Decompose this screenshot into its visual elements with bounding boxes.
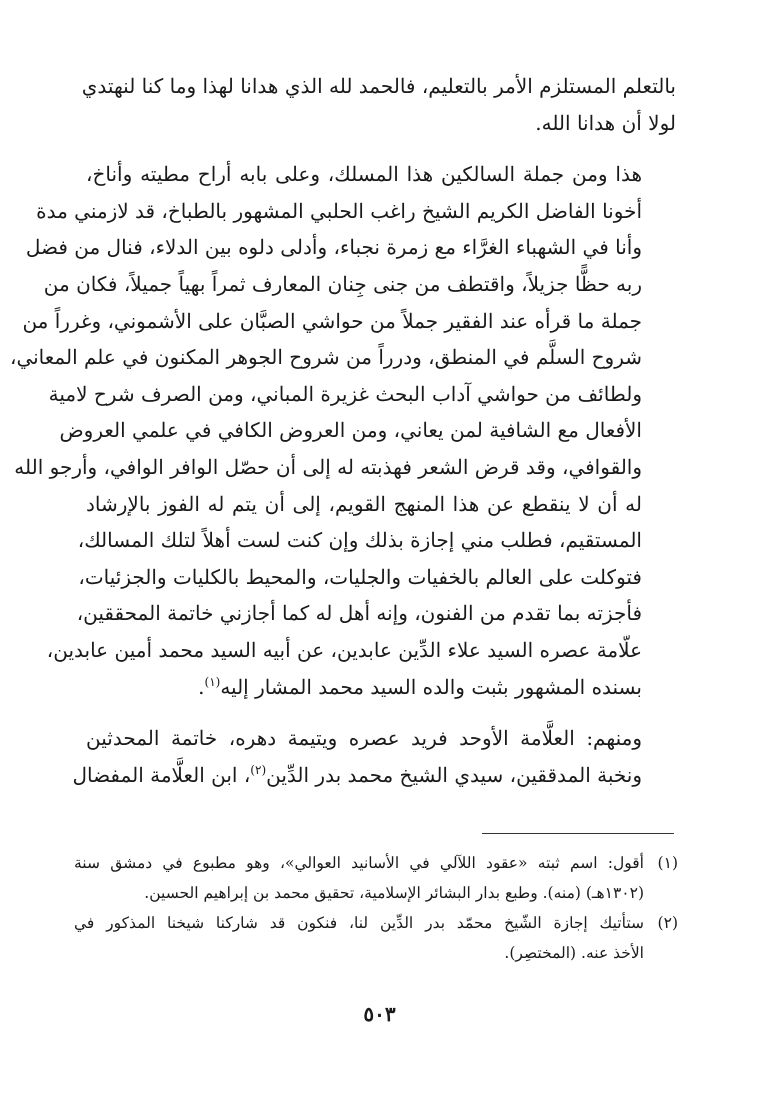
paragraph	[9, 156, 676, 705]
text-line: ومنهم: العلَّامة الأوحد فريد عصره ويتيمة دهره، خاتمة المحدثين	[86, 726, 642, 751]
main-text	[9, 68, 676, 793]
footnote	[74, 848, 678, 908]
text-line: المستقيم، فطلب مني إجازة بذلك وإن كنت لست أهلاً لتلك المسالك،	[77, 528, 642, 553]
footnote-mark: (٢)	[657, 914, 678, 932]
footnote-text	[74, 908, 644, 968]
footnote-ref-1[interactable]: (١)	[204, 674, 221, 689]
text-line: فتوكلت على العالم بالخفيات والجليات، والمحيط بالكليات والجزئيات،	[78, 564, 642, 589]
text-fragment: بسنده المشهور بثبت والده السيد محمد المشار إليه	[220, 674, 642, 699]
text-fragment: ونخبة المدققين، سيدي الشيخ محمد بدر الدِّين	[266, 762, 642, 787]
text-fragment: ، ابن العلَّامة المفضال	[72, 762, 251, 787]
paragraph	[72, 720, 676, 793]
footnote-line: (١٣٠٢هـ) (منه). وطبع بدار البشائر الإسلامية، تحقيق محمد بن إبراهيم الحسين.	[144, 884, 644, 902]
text-line: بالتعلم المستلزم الأمر بالتعليم، فالحمد لله الذي هدانا لهذا وما كنا لنهتدي	[81, 74, 676, 98]
footnote	[74, 908, 678, 968]
footnote-line: ستأتيك إجازة الشّيخ محمّد بدر الدِّين لنا، فنكون قد شاركنا شيخنا المذكور في	[74, 914, 644, 932]
text-line: أخونا الفاضل الكريم الشيخ راغب الحلبي المشهور بالطباخ، قد لازمني مدة	[36, 198, 642, 223]
footnote-line: الأخذ عنه. (المختصِر).	[504, 944, 644, 962]
footnote-text	[74, 848, 644, 908]
text-line: وأنا في الشهباء الغرَّاء مع زمرة نجباء، وأدلى دلوه بين الدلاء، فنال من فضل	[25, 235, 642, 260]
text-line: شروح السلَّم في المنطق، ودرراً من شروح الجوهر المكنون في علم المعاني،	[9, 345, 642, 370]
footnote-line: أقول: اسم ثبته «عقود اللآلي في الأسانيد العوالي»، وهو مطبوع في دمشق سنة	[74, 854, 644, 872]
footnotes	[74, 848, 678, 968]
text-line: جملة ما قرأه عند الفقير جملاً من حواشي الصبَّان على الأشموني، وغرراً من	[22, 308, 642, 333]
paragraph	[81, 68, 676, 141]
text-line: والقوافي، وقد قرض الشعر فهذبته له إلى أن حصّل الوافر الوافي، وأرجو الله	[14, 454, 642, 479]
text-line: ربه حظًّا جزيلاً، واقتطف من جنى جِنان المعارف ثمراً بهياً جميلاً، فكان من	[43, 271, 642, 296]
text-line: لولا أن هدانا الله.	[535, 110, 676, 135]
text-line: له أن لا ينقطع عن هذا المنهج القويم، إلى أن يتم له الفوز بالإرشاد	[86, 491, 643, 516]
text-fragment: .	[198, 674, 205, 699]
text-line	[72, 757, 676, 794]
page-number: ٥٠٣	[363, 1002, 396, 1026]
footnote-divider	[482, 833, 674, 834]
footnote-mark: (١)	[657, 854, 678, 872]
text-line: ولطائف من حواشي آداب البحث غزيرة المباني، ومن الصرف شرح لامية	[48, 381, 642, 406]
text-line: علّامة عصره السيد علاء الدِّين عابدين، عن أبيه السيد محمد أمين عابدين،	[46, 637, 642, 662]
text-line: الأفعال مع الشافية لمن يعاني، ومن العروض الكافي في علمي العروض	[59, 418, 642, 443]
footnote-ref-2[interactable]: (٢)	[250, 762, 267, 777]
text-line: هذا ومن جملة السالكين هذا المسلك، وعلى بابه أراح مطيته وأناخ،	[86, 162, 642, 187]
text-line: فأجزته بما تقدم من الفنون، وإنه أهل له كما أجازني خاتمة المحققين،	[76, 601, 642, 626]
text-line	[86, 669, 676, 706]
